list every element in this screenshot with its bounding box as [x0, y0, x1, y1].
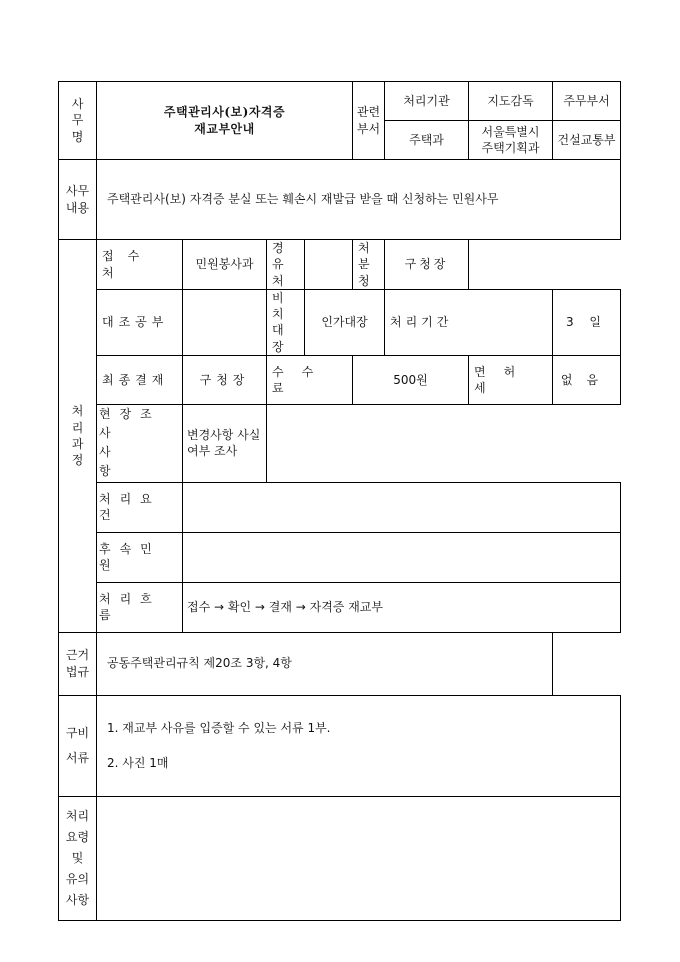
required-documents-list [97, 695, 621, 796]
via-value [305, 240, 353, 290]
supervision-value: 서울특별시 주택기획과 [469, 121, 553, 160]
final-approval-label [97, 355, 183, 404]
requirements-label-text: 처리요건 [99, 491, 161, 522]
reference-ledger-value [183, 290, 267, 356]
fee-value: 500원 [353, 355, 469, 404]
reception-label-text: 접수처 [102, 249, 154, 280]
site-survey-label-line2: 사항 [99, 445, 163, 479]
process-flow-value: 접수 → 확인 → 결재 → 자격증 재교부 [183, 582, 621, 632]
license-tax-label-text: 면허세 [474, 364, 534, 395]
process-flow-label-text: 처리흐름 [99, 591, 161, 622]
license-tax-value: 없음 [553, 355, 621, 404]
reception-label [97, 240, 183, 290]
processing-notes-text [97, 796, 621, 920]
processing-period-label [385, 290, 553, 356]
requirements-value [183, 482, 621, 532]
requirements-label [97, 482, 183, 532]
reception-value: 민원봉사과 [183, 240, 267, 290]
disposing-agency-label-text: 처분청 [358, 241, 386, 288]
process-label: 처 리 과 정 [59, 240, 97, 633]
via-label-text: 경유처 [272, 241, 302, 288]
processing-agency-header: 처리기관 [385, 82, 469, 121]
processing-notes-label: 처리 요령 및 유의 사항 [59, 796, 97, 920]
reference-ledger-label-text: 대조공부 [102, 315, 169, 330]
related-dept-label: 관련 부서 [353, 82, 385, 160]
disposing-agency-value: 구청장 [385, 240, 469, 290]
site-survey-label [97, 404, 183, 482]
page-title: 주택관리사(보)자격증 재교부안내 [97, 82, 353, 160]
required-documents-label: 구비 서류 [59, 695, 97, 796]
main-department-header: 주무부서 [553, 82, 621, 121]
register-label-text: 비치대장 [272, 291, 289, 354]
site-survey-label-line1: 현장조사 [99, 406, 161, 440]
register-label [267, 290, 305, 356]
task-name-label: 사 무 명 [59, 82, 97, 160]
followup-label-text: 후속민원 [99, 541, 161, 572]
fee-label [267, 355, 353, 404]
legal-basis-text: 공동주택관리규칙 제20조 3항, 4항 [97, 632, 553, 695]
main-department-value: 건설교통부 [553, 121, 621, 160]
license-tax-label [469, 355, 553, 404]
task-content-label: 사무 내용 [59, 160, 97, 240]
civil-service-form [58, 81, 621, 921]
via-label [267, 240, 305, 290]
reference-ledger-label [97, 290, 183, 356]
processing-period-label-text: 처리기간 [390, 315, 453, 330]
register-value: 인가대장 [305, 290, 385, 356]
final-approval-label-text: 최종결재 [102, 372, 169, 387]
disposing-agency-label [353, 240, 385, 290]
followup-value [183, 532, 621, 582]
processing-agency-value: 주택과 [385, 121, 469, 160]
task-content-text: 주택관리사(보) 자격증 분실 또는 훼손시 재발급 받을 때 신청하는 민원사무 [97, 160, 621, 240]
final-approval-value: 구청장 [183, 355, 267, 404]
legal-basis-label: 근거 법규 [59, 632, 97, 695]
fee-label-text: 수수료 [272, 364, 332, 395]
followup-label [97, 532, 183, 582]
required-document-item: 1. 재교부 사유를 입증할 수 있는 서류 1부. [107, 721, 331, 736]
required-document-item: 2. 사진 1매 [107, 755, 169, 770]
process-flow-label [97, 582, 183, 632]
supervision-header: 지도감독 [469, 82, 553, 121]
site-survey-value: 변경사항 사실여부 조사 [183, 404, 267, 482]
processing-period-value: 3 일 [553, 290, 621, 356]
